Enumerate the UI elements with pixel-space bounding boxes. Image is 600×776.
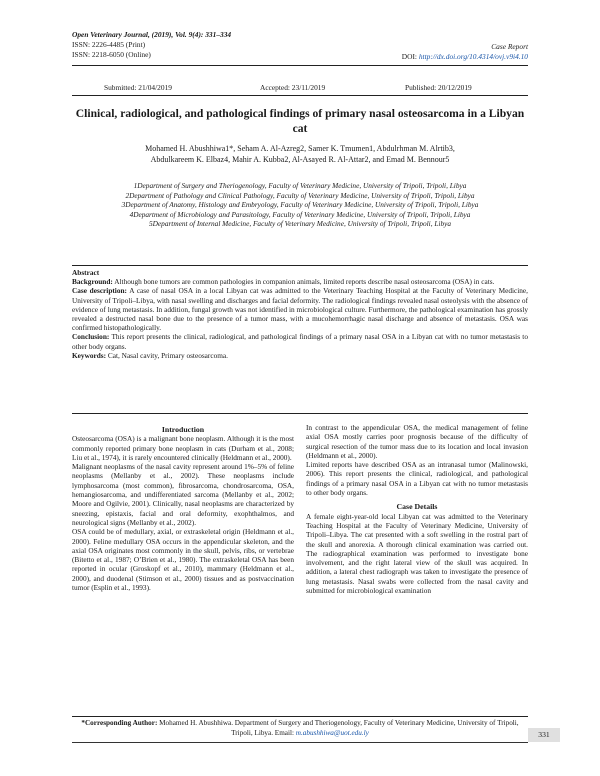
- right-paragraph-1: In contrast to the appendicular OSA, the medical management of feline axial OSA mostly carries poor prognosis because of the difficulty of surgical resection of the tumor mass due to its location and local invasion (Heldmann et al., 2000).: [306, 423, 528, 460]
- abstract-heading: Abstract: [72, 268, 100, 277]
- right-paragraph-2: Limited reports have described OSA as an intranasal tumor (Malinowski, 2006). This report presents the clinical, radiological, and pathological findings of a primary nasal OSA in a Libyan cat with no tumor metastasis to other body organs.: [306, 460, 528, 498]
- affiliation-1: 1Department of Surgery and Theriogenology, Faculty of Veterinary Medicine, University of Tripoli, Tripoli, Libya: [133, 181, 467, 190]
- left-column: [72, 425, 294, 592]
- abstract-top-rule: [72, 265, 528, 266]
- author-email-link[interactable]: m.abushhiwa@uot.edu.ly: [295, 728, 369, 737]
- intro-paragraph-2: Malignant neoplasms of the nasal cavity represent around 1%–5% of feline neoplasms (Mellanby et al., 2002). These neoplasms include lymphosarcoma (most common), fibrosarcoma, chondrosarcoma, OSA, hemangiosarcoma, and undifferentiated sarcoma (Mellanby et al., 2002; Moore and Ogilvie, 2001). Clinically, nasal neoplasms are characterized by sneezing, epistaxis, facial and oral deformity, exophthalmos, and neurological signs (Mellanby et al., 2002).: [72, 462, 294, 527]
- author-line-2: Abdulkareem K. Elbaz4, Mahir A. Kubba2, Al-Asayed R. Al-Attar2, and Emad M. Bennour5: [150, 155, 450, 164]
- article-type: Case Report: [491, 42, 528, 51]
- header-rule: [72, 65, 528, 66]
- issn-print: ISSN: 2226-4485 (Print): [72, 40, 146, 49]
- intro-paragraph-3: OSA could be of medullary, axial, or extraskeletal origin (Heldmann et al., 2000). Feline medullary OSA occurs in the appendicular skeleton, and the axial OSA originates most commonly in the skull, pelvis, ribs, or vertebrae (Bitetto et al., 1987; O’Brien et al., 1980). The extraskeletal OSA has been reported in ocular (Groskopf et al., 2010), mammary (Heldmann et al., 2000), and duodenal (Stimson et al., 2000) tissues and as postvaccination tumor (Esplin et al., 1993).: [72, 527, 294, 593]
- author-list: [72, 143, 528, 165]
- abstract-keywords: Keywords: Cat, Nasal cavity, Primary osteosarcoma.: [72, 350, 228, 360]
- affiliation-4: 4Department of Microbiology and Parasitology, Faculty of Veterinary Medicine, University of Tripoli, Tripoli, Libya: [129, 209, 471, 219]
- intro-paragraph-1: Osteosarcoma (OSA) is a malignant bone neoplasm. Although it is the most commonly reported primary bone neoplasm in cats (Durham et al., 2008; Liu et al., 1974), it is rarely encountered clinically (Heldmann et al., 2000).: [72, 434, 294, 462]
- abstract-bottom-rule: [72, 413, 528, 414]
- page-bottom-rule: [72, 742, 528, 743]
- issn-online: ISSN: 2218-6050 (Online): [72, 50, 151, 59]
- page-number: 331: [528, 728, 560, 742]
- introduction-heading: Introduction: [161, 425, 205, 434]
- abstract-block: [72, 268, 528, 360]
- affiliation-2: 2Department of Pathology and Clinical Pathology, Faculty of Veterinary Medicine, University of Tripoli, Tripoli, Libya: [125, 190, 475, 200]
- author-line-1: Mohamed H. Abushhiwa1*, Seham A. Al-Azreg2, Samer K. Tmumen1, Abdulrhman M. Alrtib3,: [145, 144, 455, 153]
- accepted-date: Accepted: 23/11/2019: [260, 83, 326, 92]
- abstract-background: Background: Although bone tumors are common pathologies in companion animals, limited reports describe nasal osteosarcoma (OSA) in cats.: [72, 277, 495, 287]
- affiliations: [72, 181, 528, 229]
- case-paragraph: A female eight-year-old local Libyan cat was admitted to the Veterinary Teaching Hospital at the Faculty of Veterinary Medicine, University of Tripoli–Libya. The cat presented with a soft swelling in the rostral part of the skull and anorexia. A thorough clinical examination was carried out. The radiographical examination was performed to investigate bone involvement, and the right lateral view of the skull was acquired. In addition, a lateral chest radiograph was taken to investigate the presence of lung metastasis. Nasal swabs were collected from the nasal cavity and submitted for microbiological examination: [306, 511, 528, 596]
- corresponding-author: *Corresponding Author: Mohamed H. Abushhiwa. Department of Surgery and Theriogenology, Faculty of Veterinary Medicine, University of Tripoli, Tripoli, Libya. Email: m.abushhiwa@uot.edu.ly: [81, 719, 519, 737]
- doi-link[interactable]: http://dx.doi.org/10.4314/ovj.v9i4.10: [418, 52, 528, 61]
- published-date: Published: 20/12/2019: [405, 83, 472, 92]
- footer-rule: [72, 716, 528, 717]
- affiliation-3: 3Department of Anatomy, Histology and Embryology, Faculty of Veterinary Medicine, University of Tripoli, Tripoli, Libya: [121, 200, 479, 209]
- journal-citation: Open Veterinary Journal, (2019), Vol. 9(4): 331–334: [72, 30, 232, 39]
- affiliation-5: 5Department of Internal Medicine, Faculty of Veterinary Medicine, University of Tripoli, Tripoli, Libya: [149, 219, 451, 228]
- dates-rule: [72, 95, 528, 96]
- abstract-conclusion: Conclusion: This report presents the clinical, radiological, and pathological findings of a primary nasal OSA in a Libyan cat with no tumor metastasis to other body organs.: [72, 332, 528, 351]
- doi: [402, 52, 528, 62]
- case-details-heading: Case Details: [396, 502, 438, 512]
- abstract-case: Case description: A case of nasal OSA in a local Libyan cat was admitted to the Veterinary Teaching Hospital at the Faculty of Veterinary Medicine, University of Tripoli–Libya, with nasal swelling and discharges and facial deformity. The radiological findings revealed nasal osteolysis with the absence of evidence of lung metastasis. In addition, fungal growth was not identified in microbiological culture. Furthermore, the pathological examination has grossly revealed a destructed nasal bone due to the presence of a tumor mass, with a mucohemorrhagic nasal discharge and absence of metastasis. OSA was confirmed histopathologically.: [72, 286, 529, 333]
- right-column: [306, 423, 528, 595]
- article-title: Clinical, radiological, and pathological findings of primary nasal osteosarcoma in a Libyan cat: [75, 107, 525, 135]
- submitted-date: Submitted: 21/04/2019: [104, 83, 172, 92]
- doi-label: DOI:: [401, 52, 417, 61]
